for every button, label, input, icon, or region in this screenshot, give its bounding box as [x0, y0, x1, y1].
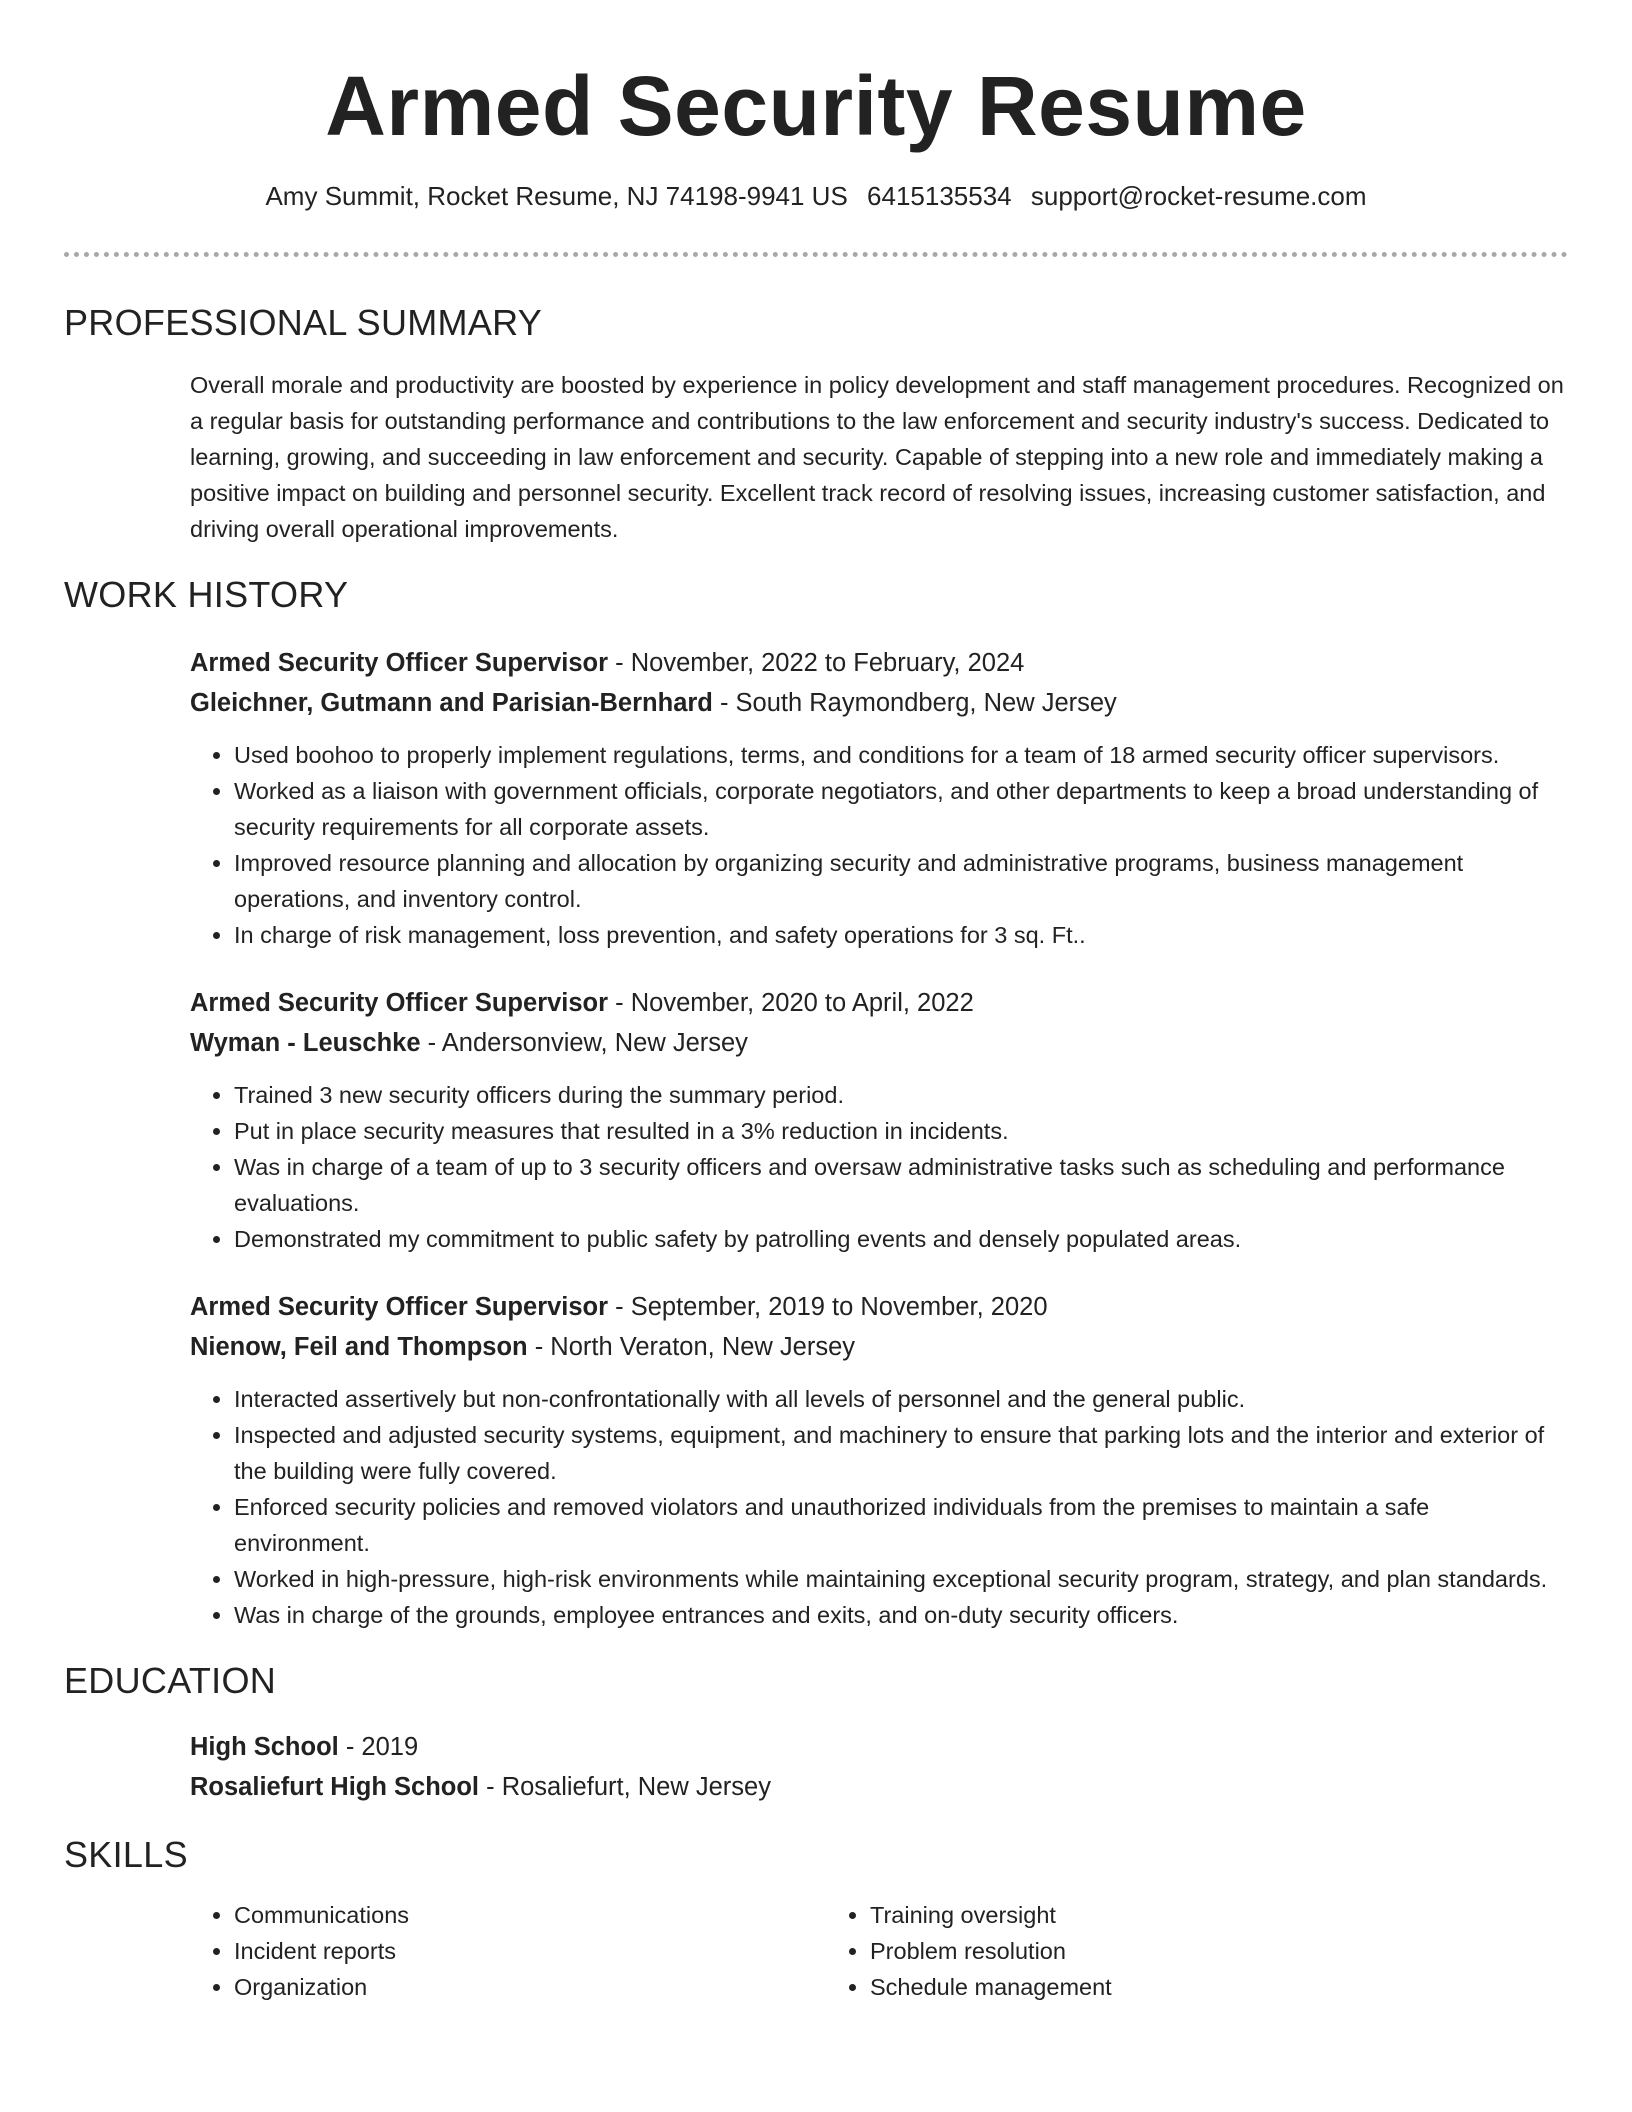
job-dates: - November, 2020 to April, 2022	[608, 989, 974, 1017]
job-bullet: • Improved resource planning and allocation by organizing security and administrative programs, business management operations, and inventory control.	[234, 845, 1568, 917]
header-divider	[64, 252, 1568, 257]
job-bullet: • Was in charge of a team of up to 3 security officers and oversaw administrative tasks such as scheduling and performance evaluations.	[234, 1149, 1568, 1221]
job-location: - Andersonview, New Jersey	[420, 1029, 748, 1057]
contact-line	[64, 180, 1568, 212]
skill-item: • Communications	[234, 1897, 826, 1933]
job-location: - South Raymondberg, New Jersey	[712, 689, 1117, 717]
job-entry-2	[190, 983, 1568, 1257]
skills-list	[190, 1897, 1568, 2005]
job-title-line	[190, 1287, 1568, 1327]
job-title: Armed Security Officer Supervisor	[190, 649, 609, 677]
job-company: Gleichner, Gutmann and Parisian-Bernhard	[190, 689, 713, 717]
job-title-line	[190, 983, 1568, 1023]
contact-address: Amy Summit, Rocket Resume, NJ 74198-9941 US	[265, 181, 848, 211]
job-location: - North Veraton, New Jersey	[527, 1333, 856, 1361]
job-bullet: • Was in charge of the grounds, employee entrances and exits, and on-duty security officers.	[234, 1597, 1568, 1633]
education-degree: High School	[190, 1733, 339, 1761]
job-company-line	[190, 683, 1568, 723]
job-bullet: • In charge of risk management, loss prevention, and safety operations for 3 sq. Ft..	[234, 917, 1568, 953]
job-bullet: • Demonstrated my commitment to public safety by patrolling events and densely populated areas.	[234, 1221, 1568, 1257]
job-bullet: • Used boohoo to properly implement regulations, terms, and conditions for a team of 18 armed security officer supervisors.	[234, 737, 1568, 773]
job-company-line	[190, 1327, 1568, 1367]
skill-item: • Problem resolution	[870, 1933, 1462, 1969]
page-title: Armed Security Resume	[325, 59, 1307, 153]
contact-phone: 6415135534	[867, 181, 1012, 211]
skills-column-left	[190, 1897, 826, 2005]
summary-heading: PROFESSIONAL SUMMARY	[64, 302, 543, 343]
job-bullet: • Interacted assertively but non-confrontationally with all levels of personnel and the general public.	[234, 1381, 1568, 1417]
education-heading: EDUCATION	[64, 1660, 277, 1701]
skill-item: • Training oversight	[870, 1897, 1462, 1933]
education-school-line	[190, 1767, 1568, 1807]
job-company-line	[190, 1023, 1568, 1063]
job-dates: - September, 2019 to November, 2020	[608, 1293, 1048, 1321]
job-title: Armed Security Officer Supervisor	[190, 989, 609, 1017]
job-bullet: • Trained 3 new security officers during the summary period.	[234, 1077, 1568, 1113]
summary-text: Overall morale and productivity are boosted by experience in policy development and staff management procedures. Recognized on a regular basis for outstanding performance and contributions to the law enforcement and security industry's success. Dedicated to learning, growing, and succeeding in law enforcement and security. Capable of stepping into a new role and immediately making a positive impact on building and personnel security. Excellent track record of resolving issues, increasing customer satisfaction, and driving overall operational improvements.	[190, 372, 1564, 542]
skill-item: • Organization	[234, 1969, 826, 2005]
work-history-heading: WORK HISTORY	[64, 574, 349, 615]
job-entry-1	[190, 643, 1568, 953]
job-bullet: • Put in place security measures that resulted in a 3% reduction in incidents.	[234, 1113, 1568, 1149]
job-company: Nienow, Feil and Thompson	[190, 1333, 528, 1361]
job-bullet: • Enforced security policies and removed violators and unauthorized individuals from the premises to maintain a safe environment.	[234, 1489, 1568, 1561]
job-bullet: • Worked in high-pressure, high-risk environments while maintaining exceptional security program, strategy, and plan standards.	[234, 1561, 1568, 1597]
skills-heading: SKILLS	[64, 1834, 188, 1875]
job-title-line	[190, 643, 1568, 683]
job-bullets	[190, 737, 1568, 953]
skill-item: • Schedule management	[870, 1969, 1462, 2005]
education-school: Rosaliefurt High School	[190, 1773, 480, 1801]
job-title: Armed Security Officer Supervisor	[190, 1293, 609, 1321]
education-degree-line	[190, 1727, 1568, 1767]
job-dates: - November, 2022 to February, 2024	[608, 649, 1025, 677]
job-bullets	[190, 1077, 1568, 1257]
skills-column-right	[826, 1897, 1462, 2005]
education-year: - 2019	[338, 1733, 419, 1761]
job-bullet: • Worked as a liaison with government officials, corporate negotiators, and other departments to keep a broad understanding of security requirements for all corporate assets.	[234, 773, 1568, 845]
job-entry-3	[190, 1287, 1568, 1633]
contact-email: support@rocket-resume.com	[1030, 181, 1367, 211]
job-company: Wyman - Leuschke	[190, 1029, 421, 1057]
job-bullet: • Inspected and adjusted security systems, equipment, and machinery to ensure that parking lots and the interior and exterior of the building were fully covered.	[234, 1417, 1568, 1489]
education-entry	[190, 1727, 1568, 1807]
education-location: - Rosaliefurt, New Jersey	[479, 1773, 771, 1801]
job-bullets	[190, 1381, 1568, 1633]
skill-item: • Incident reports	[234, 1933, 826, 1969]
